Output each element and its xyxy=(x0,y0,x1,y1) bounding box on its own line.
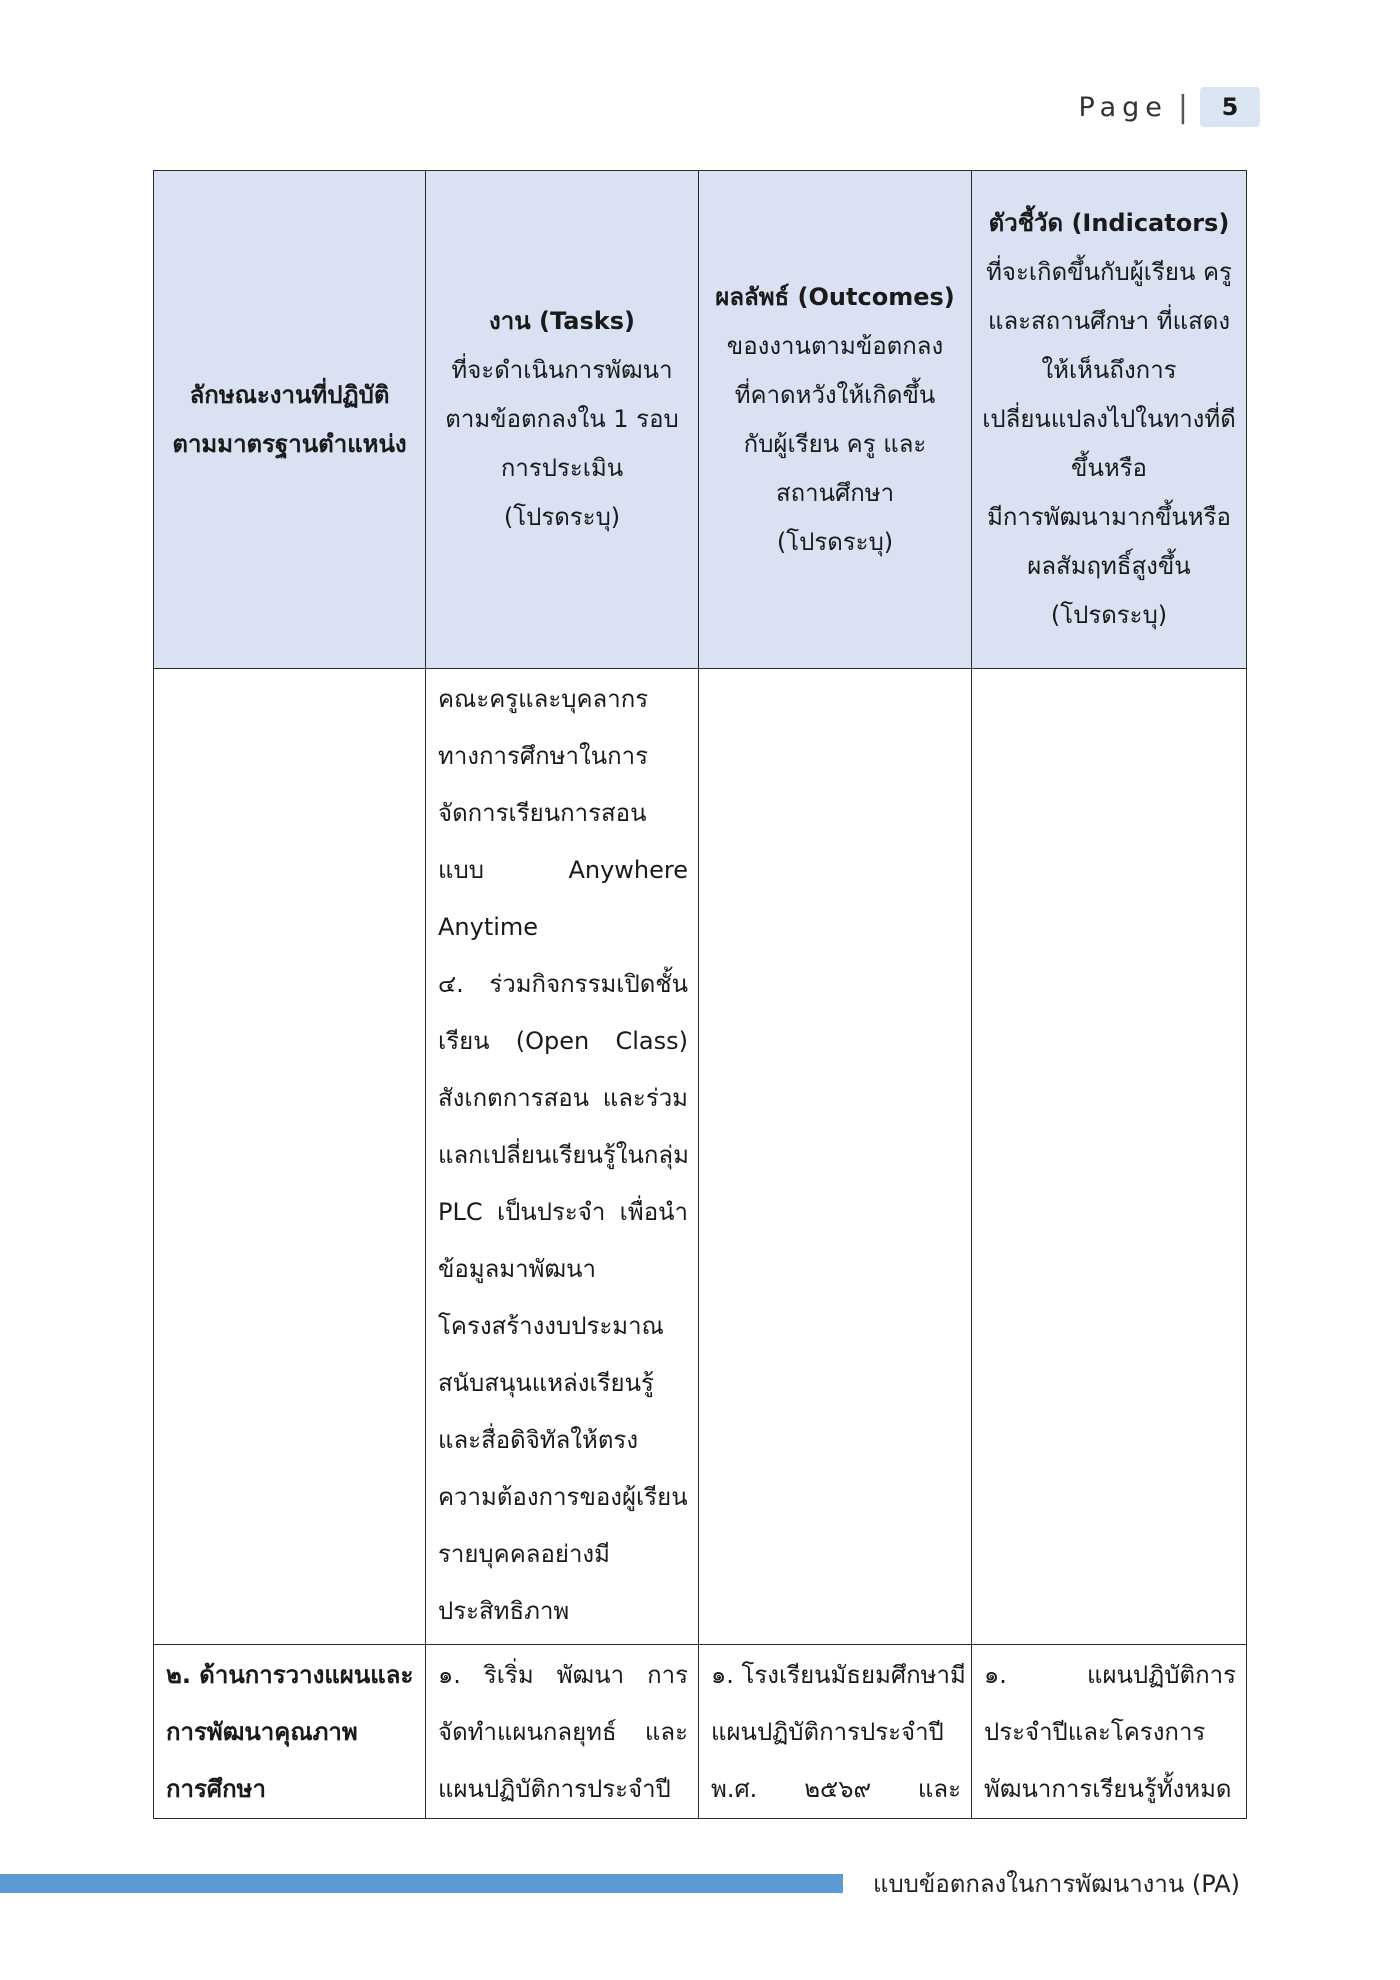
task-line: ประสิทธิภาพ xyxy=(438,1597,570,1625)
header-line: ผลลัพธ์ (Outcomes) xyxy=(715,282,955,311)
header-line: ที่จะเกิดขึ้นกับผู้เรียน ครู xyxy=(986,258,1232,286)
task-line: สังเกตการสอน และร่วม xyxy=(438,1084,688,1112)
cell-area-empty xyxy=(154,669,426,1645)
area-line: การพัฒนาคุณภาพ xyxy=(166,1718,358,1746)
area-line: การศึกษา xyxy=(166,1775,266,1803)
task-line: ๔. ร่วมกิจกรรมเปิดชั้น xyxy=(438,970,688,998)
cell-tasks-planning xyxy=(426,1645,699,1819)
task-line: จัดการเรียนการสอน xyxy=(438,799,647,827)
indicator-line: ประจำปีและโครงการ xyxy=(984,1718,1206,1746)
task-line: คณะครูและบุคลากร xyxy=(438,685,649,713)
task-line: สนับสนุนแหล่งเรียนรู้ xyxy=(438,1369,654,1397)
outcome-line: ๑. โรงเรียนมัธยมศึกษามี xyxy=(711,1661,966,1689)
task-line: เรียน (Open Class) xyxy=(438,1027,688,1055)
task-line: จัดทำแผนกลยุทธ์ และ xyxy=(438,1718,688,1746)
cell-tasks-continued xyxy=(426,669,699,1645)
indicator-line: พัฒนาการเรียนรู้ทั้งหมด xyxy=(984,1775,1232,1803)
task-line: แผนปฏิบัติการประจำปี xyxy=(438,1775,671,1803)
header-work-characteristics xyxy=(154,171,426,669)
header-line: ตามข้อตกลงใน 1 รอบ xyxy=(445,405,679,433)
cell-area-planning xyxy=(154,1645,426,1819)
header-indicators xyxy=(972,171,1247,669)
page-label: Page xyxy=(1078,91,1168,123)
page-separator: | xyxy=(1177,89,1188,125)
header-line: ที่จะดำเนินการพัฒนา xyxy=(451,356,673,384)
header-tasks xyxy=(426,171,699,669)
footer-accent-bar xyxy=(0,1874,843,1893)
header-line: ให้เห็นถึงการ xyxy=(1041,356,1177,384)
header-line: ของงานตามข้อตกลง xyxy=(726,331,944,360)
task-line: Anytime xyxy=(438,913,539,941)
page-number: 5 xyxy=(1200,87,1260,127)
table-row xyxy=(154,669,1247,1645)
page-header xyxy=(1079,86,1260,128)
header-line: งาน (Tasks) xyxy=(489,307,635,335)
header-line: ลักษณะงานที่ปฏิบัติ xyxy=(189,380,390,409)
area-line: ๒. ด้านการวางแผนและ xyxy=(166,1661,414,1689)
header-line: มีการพัฒนามากขึ้นหรือ xyxy=(987,503,1231,531)
task-line: โครงสร้างงบประมาณ xyxy=(438,1312,664,1340)
header-line: ผลสัมฤทธิ์สูงขึ้น xyxy=(1027,552,1191,580)
header-line: (โปรดระบุ) xyxy=(503,503,621,531)
outcome-line: พ.ศ. ๒๕๖๙ และ xyxy=(711,1775,961,1803)
table-row xyxy=(154,1645,1247,1819)
task-line: แลกเปลี่ยนเรียนรู้ในกลุ่ม xyxy=(438,1141,689,1169)
header-line: ขึ้นหรือ xyxy=(1071,454,1147,482)
header-line: กับผู้เรียน ครู และ xyxy=(743,429,927,458)
header-line: (โปรดระบุ) xyxy=(776,527,894,556)
header-line: สถานศึกษา xyxy=(775,478,895,507)
header-line: และสถานศึกษา ที่แสดง xyxy=(987,307,1231,335)
header-line: ตัวชี้วัด (Indicators) xyxy=(988,209,1230,237)
task-line: ความต้องการของผู้เรียน xyxy=(438,1483,688,1511)
task-line: ข้อมูลมาพัฒนา xyxy=(438,1255,597,1283)
header-line: ตามมาตรฐานตำแหน่ง xyxy=(172,429,407,458)
task-line: ๑. ริเริ่ม พัฒนา การ xyxy=(438,1661,688,1689)
footer-title: แบบข้อตกลงในการพัฒนางาน (PA) xyxy=(872,1870,1240,1898)
cell-outcomes-empty xyxy=(699,669,972,1645)
header-line: ที่คาดหวังให้เกิดขึ้น xyxy=(734,380,936,409)
task-line: และสื่อดิจิทัลให้ตรง xyxy=(438,1426,639,1454)
table-header-row xyxy=(154,171,1247,669)
cell-indicators-planning xyxy=(972,1645,1247,1819)
task-line: รายบุคคลอย่างมี xyxy=(438,1540,610,1568)
header-line: การประเมิน xyxy=(500,454,624,482)
cell-outcomes-planning xyxy=(699,1645,972,1819)
pa-agreement-table xyxy=(153,170,1247,1819)
task-line: แบบ Anywhere xyxy=(438,856,688,884)
outcome-line: แผนปฏิบัติการประจำปี xyxy=(711,1718,944,1746)
cell-indicators-empty xyxy=(972,669,1247,1645)
header-line: เปลี่ยนแปลงไปในทางที่ดี xyxy=(982,405,1236,433)
task-line: PLC เป็นประจำ เพื่อนำ xyxy=(438,1198,688,1226)
header-outcomes xyxy=(699,171,972,669)
header-line: (โปรดระบุ) xyxy=(1050,601,1168,629)
indicator-line: ๑. แผนปฏิบัติการ xyxy=(984,1661,1236,1689)
task-line: ทางการศึกษาในการ xyxy=(438,742,648,770)
